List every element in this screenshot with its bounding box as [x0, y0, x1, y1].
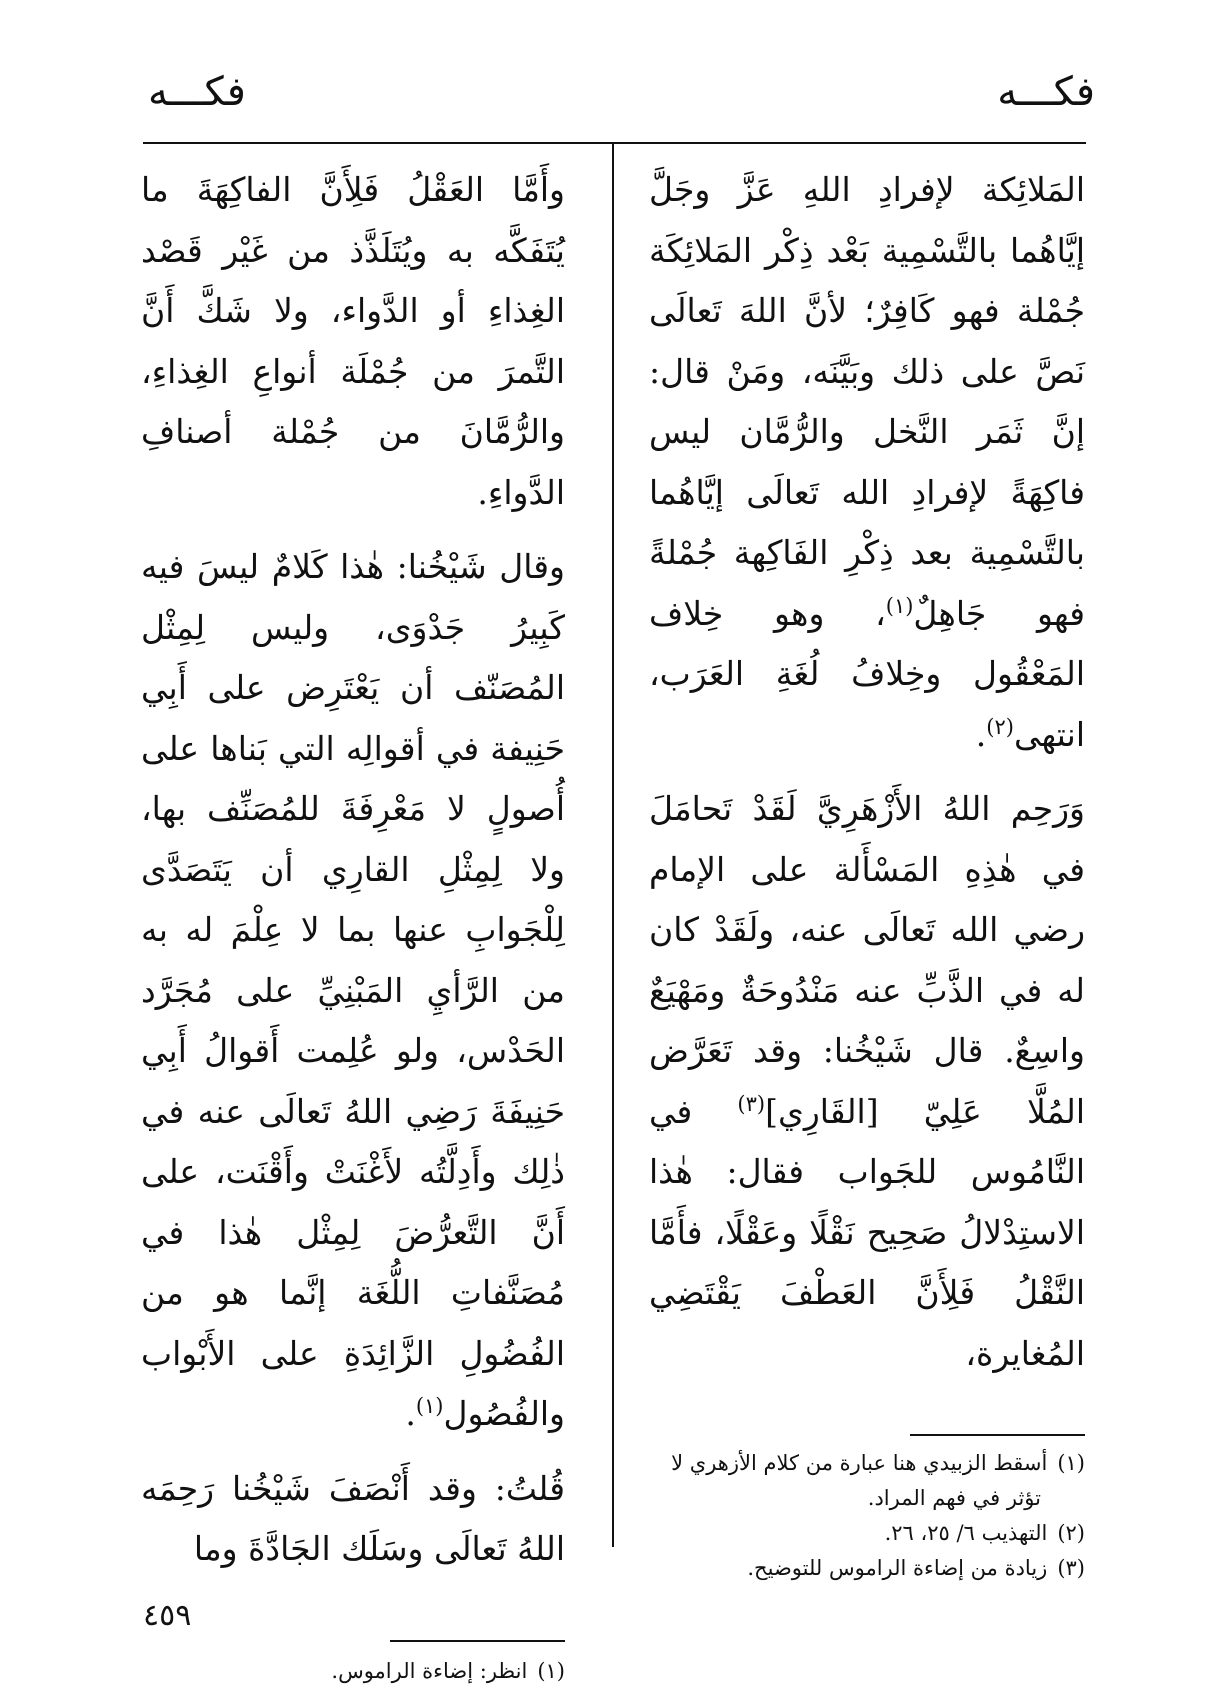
column-divider — [612, 142, 614, 1547]
header-right-word: فكـــه — [997, 69, 1095, 115]
footnote-ref: (٢) — [986, 714, 1014, 739]
right-column-text — [649, 160, 1085, 1384]
footnote-ref: (١) — [885, 593, 914, 618]
left-column-text — [141, 160, 565, 1580]
page-number: ٤٥٩ — [143, 1598, 192, 1633]
footnote-ref: (٣) — [737, 1091, 766, 1116]
footnote: (٢)التهذيب ٦/ ٢٥، ٢٦. — [884, 1521, 1085, 1545]
footnote: (١)انظر: إضاءة الراموس. — [331, 1658, 565, 1683]
paragraph: وأَمَّا العَقْلُ فَلِأَنَّ الفاكِهَةَ ما يُتَفَكَّه به ويُتَلَذَّذ من غَيْر قَصْد الغِذاءِ أو الدَّواء، ولا شَكَّ أَنَّ التَّمرَ من جُمْلَة أنواعِ الغِذاءِ، والرُّمَّانَ من جُمْلة أصنافِ الدَّواءِ. — [141, 170, 565, 512]
footnote-continuation: تؤثر في فهم المراد. — [867, 1486, 1041, 1510]
header-left-word: فكـــه — [148, 69, 246, 115]
right-column — [649, 160, 1085, 1586]
paragraph: المَلائِكة لإفرادِ اللهِ عَزَّ وجَلَّ إيَّاهُما بالتَّسْمِية بَعْد ذِكْر المَلائِكَة جُمْلة فهو كَافِرٌ؛ لأنَّ اللهَ تَعالَى نَصَّ على ذلك وبَيَّنَه، ومَنْ قال: إنَّ ثَمَر النَّخل والرُّمَّان ليس فاكِهَةً لإفرادِ الله تَعالَى إيَّاهُما بالتَّسْمِية بعد ذِكْرِ الفَاكِهة جُمْلةً فهو جَاهِلٌ$^{(١)}$، وهو خِلاف المَعْقُول وخِلافُ لُغَةِ العَرَب، انتهى$^{(٢)}$. — [649, 170, 1085, 754]
footnote: (١)أسقط الزبيدي هنا عبارة من كلام الأزهري لا — [671, 1451, 1085, 1475]
paragraph: قُلتُ: وقد أَنْصَفَ شَيْخُنا رَحِمَه اللهُ تَعالَى وسَلَك الجَادَّةَ وما — [141, 1468, 565, 1568]
footnote: (٣)زيادة من إضاءة الراموس للتوضيح. — [747, 1556, 1085, 1580]
right-footnotes — [649, 1446, 1085, 1586]
paragraph: وَرَحِم اللهُ الأَزْهَرِيَّ لَقَدْ تَحامَلَ في هٰذِهِ المَسْأَلة على الإمام رضي الله تَعالَى عنه، ولَقَدْ كان له في الذَّبِّ عنه مَنْدُوحَةٌ ومَهْيَعٌ واسِعٌ. قال شَيْخُنا: وقد تَعَرَّض المُلَّا عَلِيّ [القَارِي]$^{(٣)}$ في النَّامُوس للجَواب فقال: هٰذا الاستِدْلالُ صَحِيح نَقْلًا وعَقْلًا، فأَمَّا النَّقْلُ فَلِأَنَّ العَطْفَ يَقْتَضِي المُغايرة، — [649, 789, 1085, 1373]
left-column — [141, 160, 565, 1689]
footnote-separator — [390, 1640, 565, 1642]
paragraph: وقال شَيْخُنا: هٰذا كَلامٌ ليسَ فيه كَبِيرُ جَدْوَى، وليس لِمِثْل المُصَنّف أن يَعْتَرِض على أَبِي حَنِيفة في أقوالِه التي بَناها على أُصولٍ لا مَعْرِفَةَ للمُصَنِّف بها، ولا لِمِثْلِ القارِي أن يَتَصَدَّى لِلْجَوابِ عنها بما لا عِلْمَ له به من الرَّأيِ المَبْنِيِّ على مُجَرَّد الحَدْس، ولو عُلِمت أَقوالُ أَبِي حَنِيفَةَ رَضِي اللهُ تَعالَى عنه في ذٰلِك وأَدِلَّتُه لأَغْنَتْ وأَقْنَت، على أَنَّ التَّعرُّضَ لِمِثْل هٰذا في مُصَنَّفاتِ اللُّغَة إنَّما هو من الفُضُولِ الزَّائِدَةِ على الأَبْواب والفُصُول$^{(١)}$. — [141, 547, 565, 1433]
left-footnotes — [141, 1654, 565, 1689]
footnote-separator — [910, 1434, 1085, 1436]
footnote-ref: (١) — [415, 1394, 444, 1418]
header-rule — [143, 142, 1086, 144]
